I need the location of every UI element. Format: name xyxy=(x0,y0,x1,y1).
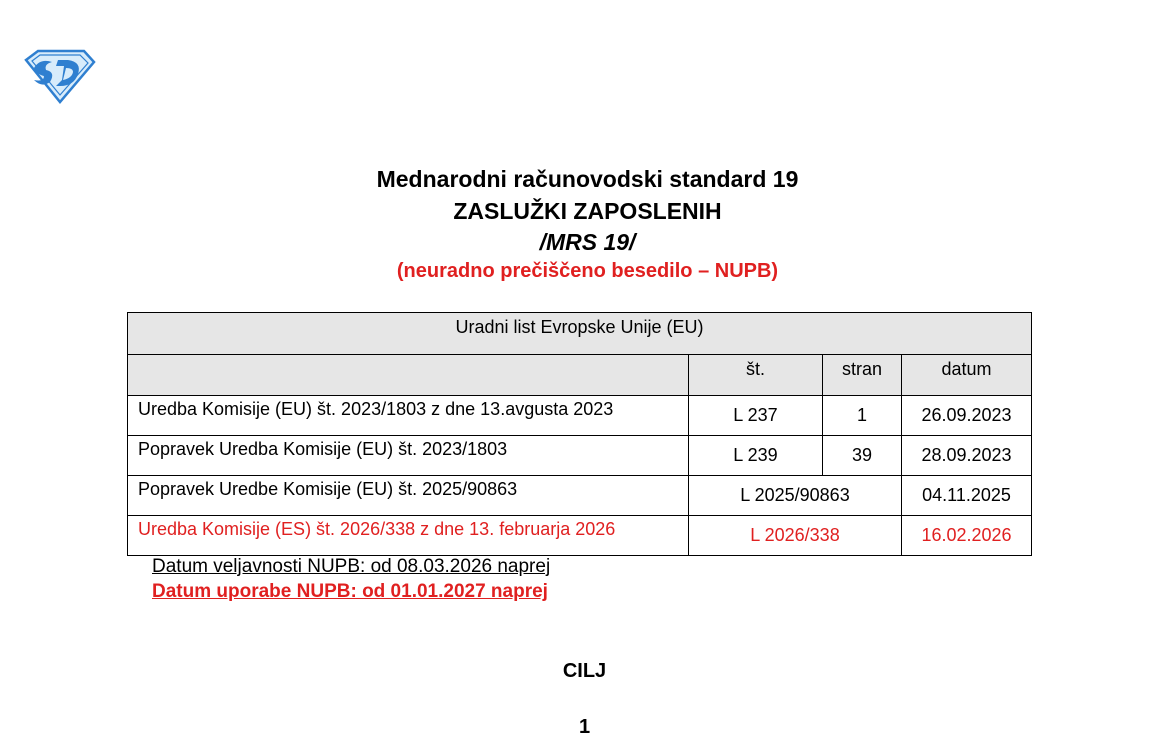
page-cell: 39 xyxy=(823,436,902,476)
regulation-cell: Popravek Uredba Komisije (EU) št. 2023/1803 xyxy=(128,436,689,476)
date-cell: 28.09.2023 xyxy=(902,436,1032,476)
table-row xyxy=(128,436,1032,476)
date-cell: 26.09.2023 xyxy=(902,396,1032,436)
official-journal-table xyxy=(127,312,1032,556)
date-cell: 16.02.2026 xyxy=(902,516,1032,556)
journal-number-cell: L 239 xyxy=(689,436,823,476)
table-row xyxy=(128,516,1032,556)
blue-shield-emblem-icon xyxy=(22,48,96,104)
unofficial-note: (neuradno prečiščeno besedilo – NUPB) xyxy=(396,260,779,282)
regulation-cell: Uredba Komisije (EU) št. 2023/1803 z dne 13.avgusta 2023 xyxy=(128,396,689,436)
table-caption: Uradni list Evropske Unije (EU) xyxy=(128,313,1032,355)
validity-date: Datum veljavnosti NUPB: od 08.03.2026 naprej xyxy=(152,556,551,577)
standard-code: /MRS 19/ xyxy=(539,229,636,255)
column-header-stran: stran xyxy=(823,355,902,396)
document-subtitle: ZASLUŽKI ZAPOSLENIH xyxy=(453,198,722,224)
journal-reference-cell: L 2025/90863 xyxy=(689,476,902,516)
section-heading: CILJ xyxy=(562,660,607,682)
paragraph-number: 1 xyxy=(578,716,591,738)
table-header-empty xyxy=(128,355,689,396)
journal-number-cell: L 237 xyxy=(689,396,823,436)
date-cell: 04.11.2025 xyxy=(902,476,1032,516)
regulation-cell: Popravek Uredbe Komisije (EU) št. 2025/90863 xyxy=(128,476,689,516)
application-date: Datum uporabe NUPB: od 01.01.2027 naprej xyxy=(152,581,548,602)
column-header-st: št. xyxy=(689,355,823,396)
table-row xyxy=(128,476,1032,516)
document-title: Mednarodni računovodski standard 19 xyxy=(376,166,799,192)
table-row xyxy=(128,396,1032,436)
page-cell: 1 xyxy=(823,396,902,436)
column-header-datum: datum xyxy=(902,355,1032,396)
journal-reference-cell: L 2026/338 xyxy=(689,516,902,556)
regulation-cell: Uredba Komisije (ES) št. 2026/338 z dne 13. februarja 2026 xyxy=(128,516,689,556)
